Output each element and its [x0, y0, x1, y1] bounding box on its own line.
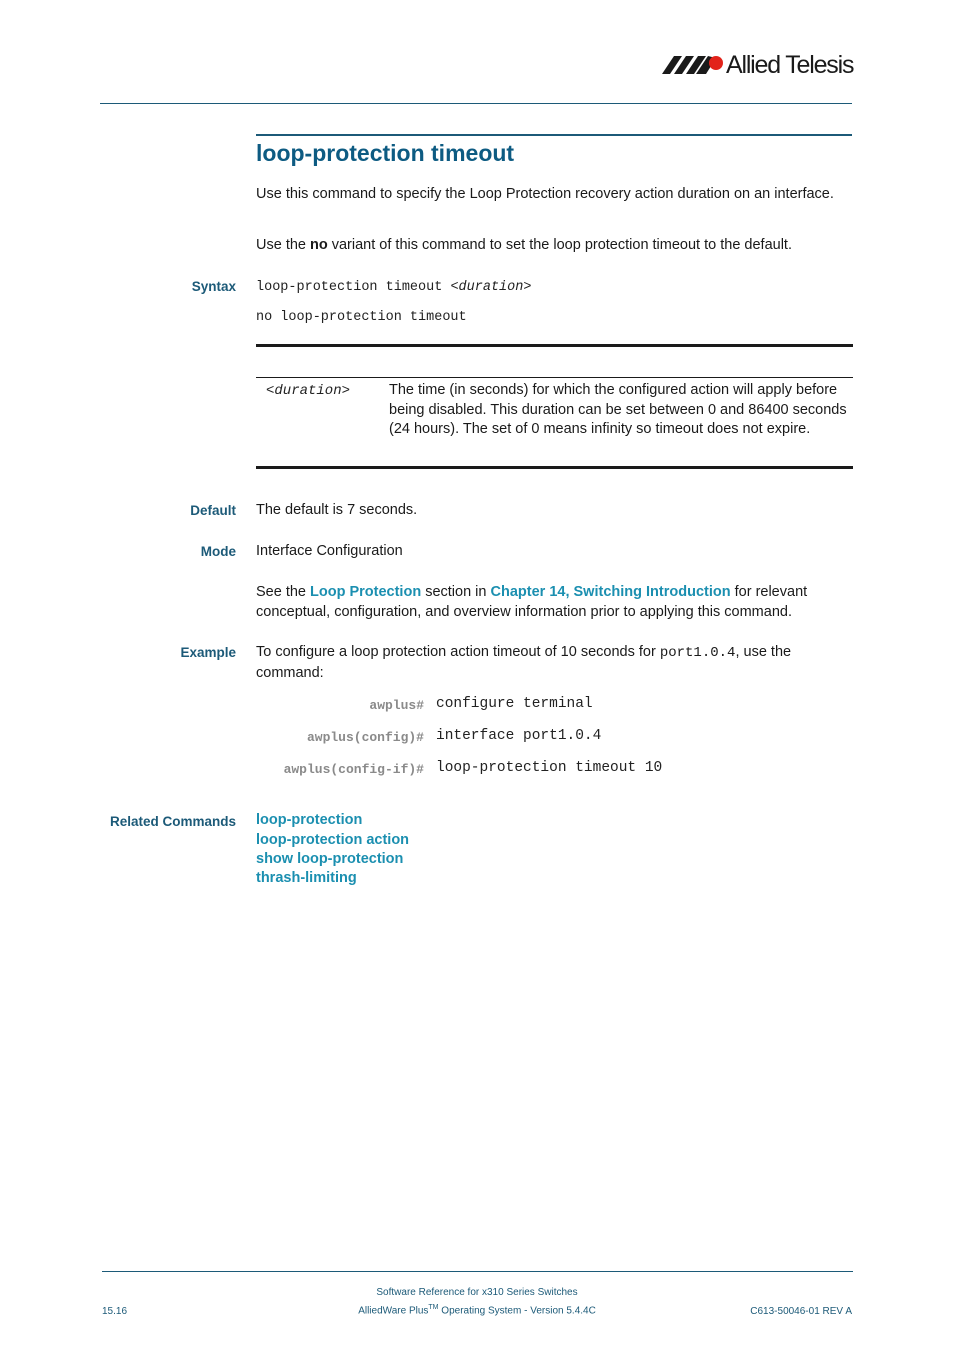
see-pre: See the [256, 584, 311, 600]
see-post: for relevant conceptual, configuration, and overview information prior to applying this command. [256, 584, 808, 620]
see-mid: section in [421, 584, 491, 600]
table-header-rule [256, 377, 853, 378]
related-link-loop-protection[interactable]: loop-protection [256, 812, 363, 828]
intro-p2-bold: no [310, 237, 328, 253]
footer-trademark: TM [428, 1304, 439, 1311]
mode-text: Interface Configuration [256, 543, 403, 559]
syntax-line-1 [256, 280, 531, 295]
title-rule [256, 134, 852, 136]
footer-product: AlliedWare Plus [358, 1305, 429, 1317]
footer-doc-id: C613-50046-01 REV A [750, 1306, 852, 1317]
intro-p2-post: variant of this command to set the loop protection timeout to the default. [327, 237, 792, 253]
related-link-loop-protection-action[interactable]: loop-protection action [256, 832, 410, 848]
brand-name: Allied Telesis [726, 51, 854, 79]
syntax-label: Syntax [191, 279, 236, 294]
table-bottom-rule [256, 466, 853, 469]
mode-label: Mode [200, 544, 236, 559]
loop-protection-section-link[interactable]: Loop Protection [310, 584, 422, 600]
related-link-thrash-limiting[interactable]: thrash-limiting [256, 870, 357, 886]
example-command-3: loop-protection timeout 10 [436, 760, 663, 776]
footer-version-text: Operating System - Version 5.4.4C [438, 1305, 596, 1317]
page-title: loop-protection timeout [256, 140, 515, 166]
example-port-code: port1.0.4 [659, 645, 736, 661]
header-rule [100, 103, 852, 104]
example-command-1: configure terminal [436, 696, 593, 712]
example-command-2: interface port1.0.4 [436, 728, 602, 744]
table-top-rule [256, 344, 853, 347]
intro-paragraph-1: Use this command to specify the Loop Protection recovery action duration on an interface. [256, 186, 834, 202]
syntax-line-2: no loop-protection timeout [256, 310, 467, 325]
footer-title: Software Reference for x310 Series Switches [376, 1287, 578, 1298]
syntax-param: <duration> [450, 280, 532, 295]
param-description: The time (in seconds) for which the configured action will apply before being disabled. This duration can be set between 0 and 86400 seconds (24 hours). The set of 0 means infinity so timeout does not expire. [389, 382, 847, 437]
syntax-command: loop-protection timeout [256, 280, 451, 295]
example-text-pre: To configure a loop protection action timeout of 10 seconds for [256, 644, 660, 660]
default-text: The default is 7 seconds. [256, 502, 418, 518]
allied-telesis-logo [660, 50, 855, 80]
example-prompt-3: awplus(config-if)# [283, 762, 424, 777]
example-prompt-2: awplus(config)# [306, 730, 424, 745]
example-text-post: , use the command: [256, 644, 792, 681]
related-commands-label: Related Commands [109, 814, 236, 829]
allied-telesis-logo-mark-icon [660, 50, 726, 80]
default-label: Default [190, 503, 236, 518]
example-text [256, 643, 846, 683]
param-name: <duration> [266, 383, 351, 399]
chapter-14-link[interactable]: Chapter 14, Switching Introduction [490, 584, 731, 600]
footer-page-number: 15.16 [102, 1306, 128, 1317]
intro-paragraph-2 [256, 236, 856, 256]
footer-rule [102, 1271, 853, 1272]
related-link-show-loop-protection[interactable]: show loop-protection [256, 851, 404, 867]
intro-p2-pre: Use the [256, 237, 310, 253]
mode-see-paragraph [256, 583, 846, 622]
example-prompt-1: awplus# [369, 698, 424, 713]
example-label: Example [180, 645, 236, 660]
